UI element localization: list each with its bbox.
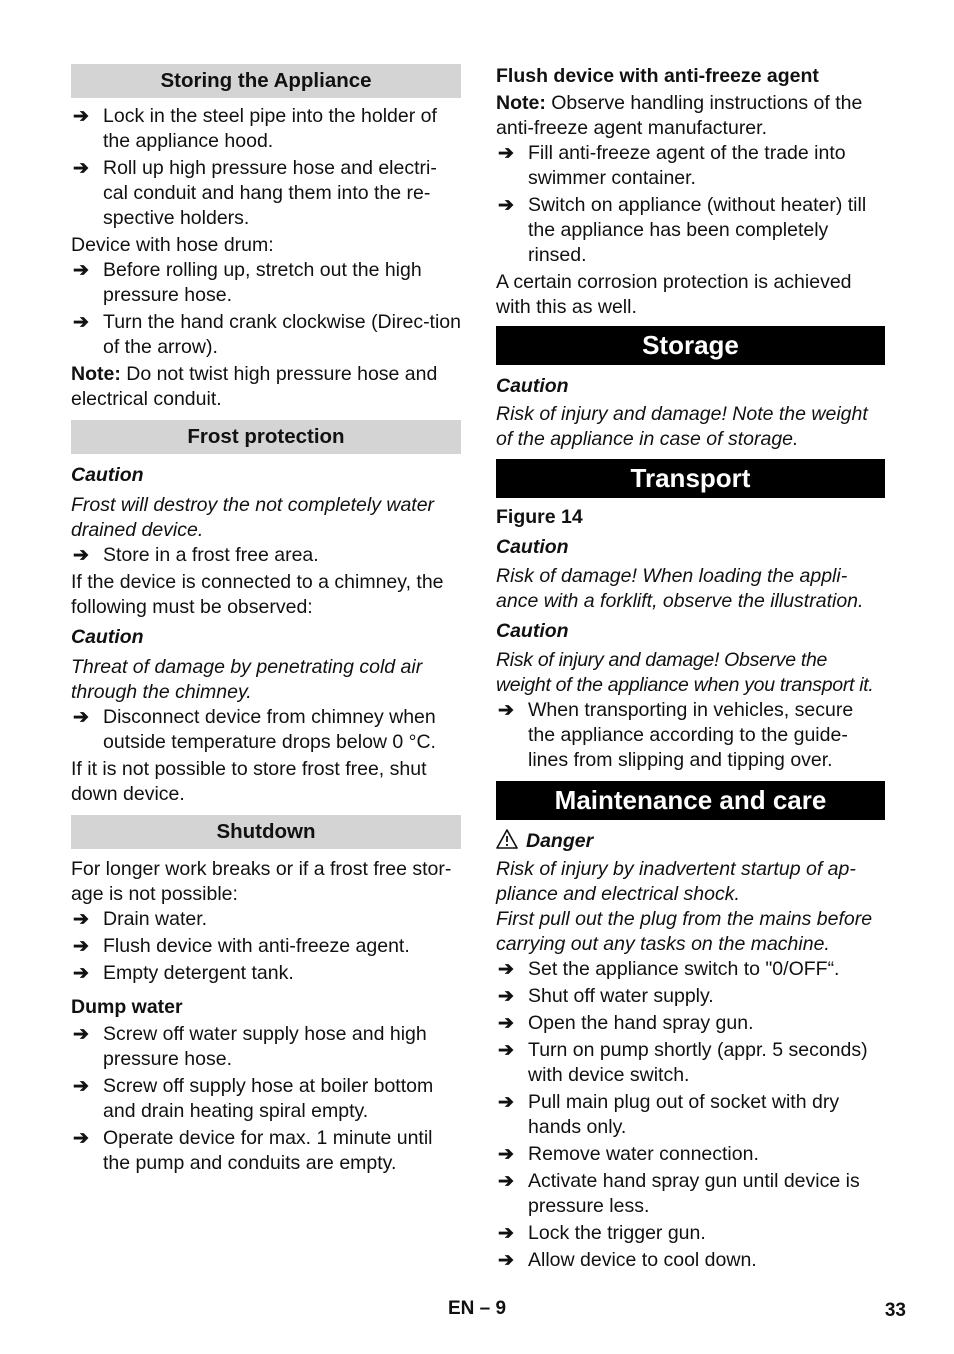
section-heading-storage: Storage [496, 326, 885, 365]
right-column [496, 64, 885, 1273]
list-item: ➔ Lock in the steel pipe into the holder of the appliance hood. [73, 105, 437, 152]
arrow-right-icon: ➔ [498, 1250, 514, 1271]
list-item: ➔ Activate hand spray gun until device is pressure less. [498, 1170, 860, 1217]
warning-triangle-icon [496, 828, 518, 850]
arrow-right-icon: ➔ [73, 260, 89, 281]
arrow-right-icon: ➔ [498, 986, 514, 1007]
caution-text: Frost will destroy the not completely water drained device. [71, 494, 435, 541]
caution-text: Risk of damage! When loading the appli-ance with a forklift, observe the illustration. [496, 565, 864, 612]
list-item: ➔ Set the appliance switch to "0/OFF“. [498, 958, 840, 980]
caution-text: Threat of damage by penetrating cold air through the chimney. [71, 656, 423, 703]
flush-heading: Flush device with anti-freeze agent [496, 65, 819, 87]
list-item: ➔ Pull main plug out of socket with dry hands only. [498, 1091, 840, 1138]
arrow-right-icon: ➔ [73, 1128, 89, 1149]
arrow-right-icon: ➔ [73, 312, 89, 333]
hose-drum-label: Device with hose drum: [71, 234, 274, 256]
list-item: ➔ Operate device for max. 1 minute until the pump and conduits are empty. [73, 1127, 433, 1174]
section-heading-transport: Transport [496, 459, 885, 498]
list-item: ➔ Screw off water supply hose and high pressure hose. [73, 1023, 427, 1070]
arrow-right-icon: ➔ [73, 158, 89, 179]
arrow-right-icon: ➔ [498, 700, 514, 721]
list-item: ➔ Before rolling up, stretch out the high pressure hose. [73, 259, 422, 306]
arrow-right-icon: ➔ [498, 1171, 514, 1192]
arrow-right-icon: ➔ [498, 143, 514, 164]
list-item: ➔ Allow device to cool down. [498, 1249, 757, 1271]
arrow-right-icon: ➔ [73, 545, 89, 566]
list-item: ➔ When transporting in vehicles, secure the appliance according to the guide-lines from slipping and tipping over. [498, 699, 854, 771]
list-item: ➔ Flush device with anti-freeze agent. [73, 935, 410, 957]
shutdown-intro: For longer work breaks or if a frost free stor-age is not possible: [71, 858, 452, 905]
arrow-right-icon: ➔ [73, 963, 89, 984]
section-heading-maintenance: Maintenance and care [496, 781, 885, 820]
chimney-text: If the device is connected to a chimney, the following must be observed: [71, 571, 444, 618]
list-item: ➔ Fill anti-freeze agent of the trade into swimmer container. [498, 142, 846, 189]
storing-note: Note: Do not twist high pressure hose and electrical conduit. [71, 363, 438, 410]
section-heading-storing: Storing the Appliance [71, 64, 461, 98]
list-item: ➔ Roll up high pressure hose and electri-cal conduit and hang them into the re-spective holders. [73, 157, 437, 229]
arrow-right-icon: ➔ [498, 1013, 514, 1034]
arrow-right-icon: ➔ [498, 195, 514, 216]
arrow-right-icon: ➔ [73, 1024, 89, 1045]
list-item: ➔ Switch on appliance (without heater) till the appliance has been completely rinsed. [498, 194, 867, 266]
caution-label: Caution [496, 536, 569, 558]
list-item: ➔ Turn on pump shortly (appr. 5 seconds) with device switch. [498, 1039, 868, 1086]
arrow-right-icon: ➔ [73, 936, 89, 957]
list-item: ➔ Drain water. [73, 908, 208, 930]
list-item: ➔ Shut off water supply. [498, 985, 714, 1007]
list-item: ➔ Lock the trigger gun. [498, 1222, 706, 1244]
footer-section-number: EN – 9 [448, 1298, 507, 1319]
caution-label: Caution [71, 464, 144, 486]
list-item: ➔ Turn the hand crank clockwise (Direc-tion of the arrow). [73, 311, 461, 358]
arrow-right-icon: ➔ [73, 1076, 89, 1097]
list-item: ➔ Remove water connection. [498, 1143, 759, 1165]
arrow-right-icon: ➔ [498, 959, 514, 980]
arrow-right-icon: ➔ [498, 1092, 514, 1113]
list-item: ➔ Empty detergent tank. [73, 962, 294, 984]
section-heading-frost: Frost protection [71, 420, 461, 454]
figure-reference: Figure 14 [496, 506, 583, 528]
section-heading-shutdown: Shutdown [71, 815, 461, 849]
frost-final-text: If it is not possible to store frost free, shut down device. [71, 758, 427, 805]
list-item: ➔ Disconnect device from chimney when outside temperature drops below 0 °C. [73, 706, 436, 753]
arrow-right-icon: ➔ [498, 1040, 514, 1061]
danger-text: First pull out the plug from the mains before carrying out any tasks on the machine. [496, 908, 873, 955]
page-number: 33 [884, 1300, 906, 1321]
flush-closing: A certain corrosion protection is achieved with this as well. [496, 271, 852, 318]
caution-label: Caution [71, 626, 144, 648]
arrow-right-icon: ➔ [73, 106, 89, 127]
list-item: ➔ Screw off supply hose at boiler bottom and drain heating spiral empty. [73, 1075, 434, 1122]
danger-label: Danger [496, 828, 885, 854]
caution-text: Risk of injury and damage! Note the weight of the appliance in case of storage. [496, 403, 868, 450]
arrow-right-icon: ➔ [73, 707, 89, 728]
flush-note: Note: Observe handling instructions of the anti-freeze agent manufacturer. [496, 92, 863, 139]
dump-water-heading: Dump water [71, 996, 183, 1018]
caution-label: Caution [496, 375, 569, 397]
left-column [71, 64, 461, 1176]
caution-text: Risk of injury and damage! Observe the weight of the appliance when you transport it. [496, 649, 874, 696]
danger-text: Risk of injury by inadvertent startup of ap-pliance and electrical shock. [496, 858, 856, 905]
arrow-right-icon: ➔ [498, 1223, 514, 1244]
arrow-right-icon: ➔ [73, 909, 89, 930]
caution-label: Caution [496, 620, 569, 642]
list-item: ➔ Store in a frost free area. [73, 544, 319, 566]
arrow-right-icon: ➔ [498, 1144, 514, 1165]
list-item: ➔ Open the hand spray gun. [498, 1012, 754, 1034]
